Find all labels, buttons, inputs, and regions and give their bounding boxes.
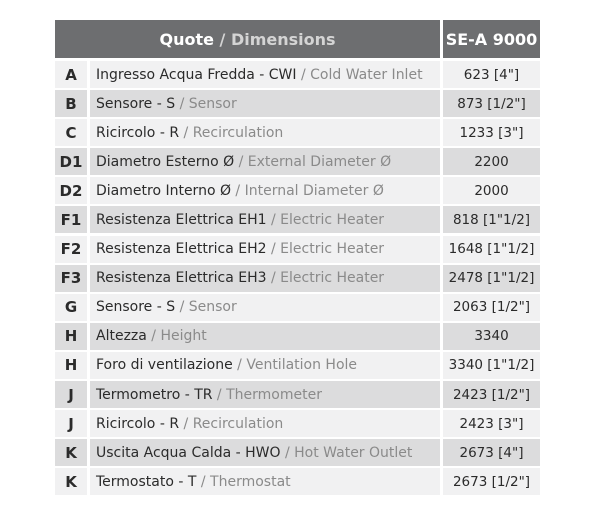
row-separator: / xyxy=(280,444,295,461)
row-code: H xyxy=(55,323,87,350)
row-value: 2423 [1/2"] xyxy=(443,381,540,408)
row-separator: / xyxy=(266,270,281,287)
row-description-en: Recirculation xyxy=(192,415,284,432)
row-description-it: Foro di ventilazione xyxy=(96,357,233,374)
row-code: K xyxy=(55,468,87,495)
row-separator: / xyxy=(266,211,281,228)
row-description xyxy=(90,206,440,233)
row-description xyxy=(90,294,440,321)
table-row xyxy=(55,439,540,466)
row-description-en: Ventilation Hole xyxy=(246,357,358,374)
row-description xyxy=(90,323,440,350)
row-value: 2673 [4"] xyxy=(443,439,540,466)
row-description-it: Ingresso Acqua Fredda - CWI xyxy=(96,66,297,83)
row-separator: / xyxy=(296,66,311,83)
row-value: 2200 xyxy=(443,148,540,175)
row-separator: / xyxy=(230,182,245,199)
row-code: F3 xyxy=(55,265,87,292)
row-description-it: Ricircolo - R xyxy=(96,415,180,432)
row-description-it: Ricircolo - R xyxy=(96,124,180,141)
row-code: D2 xyxy=(55,177,87,204)
row-separator: / xyxy=(212,386,227,403)
table-row xyxy=(55,148,540,175)
table-row xyxy=(55,323,540,350)
header-title xyxy=(55,20,440,58)
row-description-en: Cold Water Inlet xyxy=(310,66,423,83)
row-description xyxy=(90,119,440,146)
row-description xyxy=(90,381,440,408)
table-row xyxy=(55,90,540,117)
row-description xyxy=(90,236,440,263)
row-value: 3340 [1"1/2] xyxy=(443,352,540,379)
row-description-en: Thermostat xyxy=(210,473,291,490)
row-value: 623 [4"] xyxy=(443,61,540,88)
row-description-it: Resistenza Elettrica EH1 xyxy=(96,211,267,228)
row-code: K xyxy=(55,439,87,466)
row-value: 818 [1"1/2] xyxy=(443,206,540,233)
row-description-en: Hot Water Outlet xyxy=(294,444,413,461)
row-description-en: Electric Heater xyxy=(280,241,385,258)
row-description xyxy=(90,468,440,495)
row-description-it: Uscita Acqua Calda - HWO xyxy=(96,444,281,461)
table-row xyxy=(55,352,540,379)
row-description xyxy=(90,439,440,466)
header-title-en: Dimensions xyxy=(230,29,336,49)
row-description-it: Diametro Esterno Ø xyxy=(96,153,235,170)
row-value: 1648 [1"1/2] xyxy=(443,236,540,263)
table-row xyxy=(55,468,540,495)
row-value: 3340 xyxy=(443,323,540,350)
row-description-en: Electric Heater xyxy=(280,270,385,287)
table-row xyxy=(55,381,540,408)
dimensions-table xyxy=(55,20,540,497)
row-code: B xyxy=(55,90,87,117)
row-code: C xyxy=(55,119,87,146)
row-separator: / xyxy=(232,357,247,374)
row-value: 2478 [1"1/2] xyxy=(443,265,540,292)
row-separator: / xyxy=(175,95,189,112)
row-description-it: Sensore - S xyxy=(96,299,176,316)
row-separator: / xyxy=(234,153,248,170)
row-description xyxy=(90,177,440,204)
row-value: 2063 [1/2"] xyxy=(443,294,540,321)
row-code: J xyxy=(55,410,87,437)
row-code: J xyxy=(55,381,87,408)
row-description-it: Resistenza Elettrica EH3 xyxy=(96,270,267,287)
row-separator: / xyxy=(175,299,189,316)
table-row xyxy=(55,294,540,321)
row-description-it: Diametro Interno Ø xyxy=(96,182,231,199)
row-value: 873 [1/2"] xyxy=(443,90,540,117)
row-description xyxy=(90,90,440,117)
header-title-it: Quote xyxy=(159,29,214,49)
row-description xyxy=(90,148,440,175)
row-value: 1233 [3"] xyxy=(443,119,540,146)
row-separator: / xyxy=(179,415,193,432)
row-description xyxy=(90,265,440,292)
row-code: F2 xyxy=(55,236,87,263)
row-description-en: Height xyxy=(160,328,207,345)
table-row xyxy=(55,119,540,146)
row-code: H xyxy=(55,352,87,379)
row-description-it: Termostato - T xyxy=(96,473,197,490)
table-row xyxy=(55,206,540,233)
table-header xyxy=(55,20,540,58)
header-separator: / xyxy=(213,29,231,49)
table-row xyxy=(55,236,540,263)
row-description xyxy=(90,352,440,379)
row-description-it: Altezza xyxy=(96,328,147,345)
row-code: F1 xyxy=(55,206,87,233)
row-separator: / xyxy=(266,241,281,258)
table-body xyxy=(55,61,540,495)
row-description xyxy=(90,410,440,437)
table-row xyxy=(55,61,540,88)
row-code: G xyxy=(55,294,87,321)
row-description-en: Recirculation xyxy=(192,124,284,141)
row-description-it: Sensore - S xyxy=(96,95,176,112)
row-value: 2673 [1/2"] xyxy=(443,468,540,495)
table-row xyxy=(55,265,540,292)
header-model: SE-A 9000 xyxy=(443,20,540,58)
row-code: D1 xyxy=(55,148,87,175)
row-description-en: Electric Heater xyxy=(280,211,385,228)
row-separator: / xyxy=(146,328,161,345)
table-row xyxy=(55,177,540,204)
row-description-it: Resistenza Elettrica EH2 xyxy=(96,241,267,258)
row-separator: / xyxy=(196,473,211,490)
row-description-en: External Diameter Ø xyxy=(247,153,392,170)
row-description-it: Termometro - TR xyxy=(96,386,213,403)
row-code: A xyxy=(55,61,87,88)
row-description-en: Thermometer xyxy=(226,386,322,403)
table-row xyxy=(55,410,540,437)
row-value: 2423 [3"] xyxy=(443,410,540,437)
row-separator: / xyxy=(179,124,193,141)
row-description xyxy=(90,61,440,88)
row-value: 2000 xyxy=(443,177,540,204)
row-description-en: Internal Diameter Ø xyxy=(244,182,384,199)
row-description-en: Sensor xyxy=(188,299,237,316)
row-description-en: Sensor xyxy=(188,95,237,112)
